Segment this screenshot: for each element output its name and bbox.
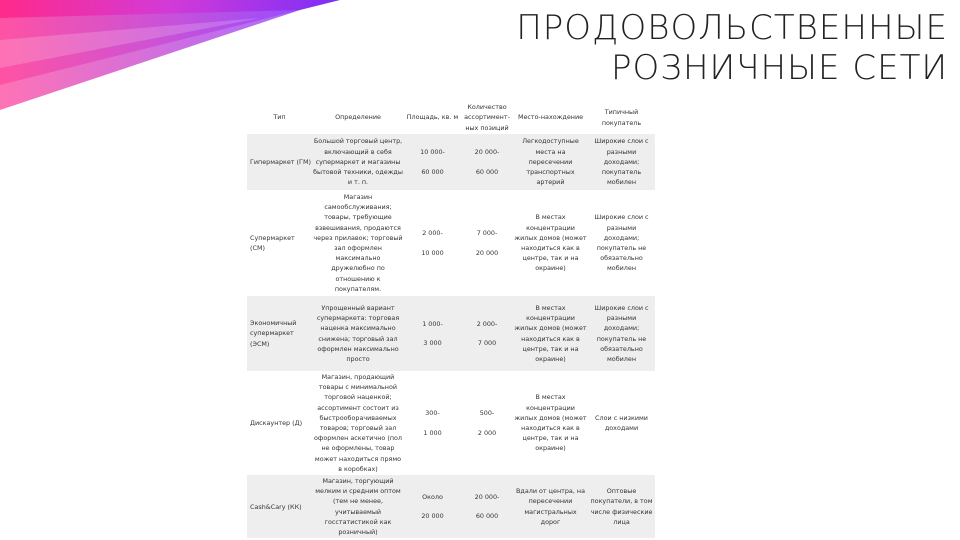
cell-type: Дискаунтер (Д) bbox=[250, 418, 303, 427]
cell-buyer: Широкие слои с разными доходами; покупатель не обязательно мобилен bbox=[594, 213, 649, 273]
cell-area bbox=[404, 296, 461, 371]
cell-definition: Магазин, торгующий мелким и средним оптом (тем не менее, учитываемый госстатистикой как розничный) bbox=[312, 475, 404, 538]
sku-max: 60 000 bbox=[475, 167, 499, 176]
cell-buyer: Оптовые покупатели, в том числе физические лица bbox=[588, 475, 655, 538]
table-header-row bbox=[247, 101, 655, 134]
cell-location: В местах концентрации жилых домов (может находиться как в центре, так и на окраине) bbox=[513, 296, 588, 371]
cell-sku bbox=[461, 371, 513, 475]
cell-type: Cash&Cary (КК) bbox=[247, 475, 312, 538]
area-min: 2 000- bbox=[422, 229, 443, 238]
cell-area bbox=[404, 371, 461, 475]
area-min: 1 000- bbox=[422, 319, 443, 328]
sku-min: 2 000- bbox=[476, 319, 498, 328]
sku-min: 500- bbox=[479, 409, 495, 418]
sku-max: 7 000 bbox=[477, 339, 497, 347]
cell-sku bbox=[461, 296, 513, 371]
slide-title bbox=[516, 8, 948, 88]
header-sku-count: Количество ассортимент-ных позиций bbox=[461, 101, 513, 134]
sku-max: 60 000 bbox=[475, 512, 499, 521]
sku-min: 7 000- bbox=[476, 229, 498, 238]
cell-type: Гипермаркет (ГМ) bbox=[247, 134, 312, 190]
table-row bbox=[247, 371, 655, 475]
table-row bbox=[247, 475, 655, 538]
cell-buyer: Широкие слои с разными доходами; покупатель не обязательно мобилен bbox=[588, 296, 655, 371]
cell-area bbox=[404, 475, 461, 538]
retail-chains-table bbox=[247, 101, 655, 538]
cell-sku bbox=[461, 134, 513, 190]
sku-min: 20 000- bbox=[474, 148, 500, 157]
area-min: Около bbox=[422, 492, 443, 501]
area-min: 10 000- bbox=[420, 148, 445, 157]
title-line-2: РОЗНИЧНЫЕ СЕТИ bbox=[611, 48, 948, 88]
cell-location: Вдали от центра, на пересечении магистральных дорог bbox=[513, 475, 588, 538]
cell-sku bbox=[461, 475, 513, 538]
area-max: 60 000 bbox=[421, 167, 444, 176]
header-buyer: Типичный покупатель bbox=[588, 101, 655, 134]
header-type: Тип bbox=[247, 101, 312, 134]
area-max: 20 000 bbox=[421, 512, 444, 521]
header-location: Место-нахождение bbox=[513, 101, 588, 134]
cell-location: Легкодоступные места на пересечении транспортных артерий bbox=[513, 134, 588, 190]
cell-definition: Магазин самообслуживания; товары, требующие взвешивания, продаются через прилавок; торговый зал оформлен максимально дружелюбно по отношению к покупателям. bbox=[313, 192, 403, 293]
cell-buyer: Широкие слои с разными доходами; покупатель мобилен bbox=[588, 134, 655, 190]
cell-definition: Большой торговый центр, включающий в себя супермаркет и магазины бытовой техники, одежды и т. п. bbox=[312, 134, 404, 190]
cell-definition: Магазин, продающий товары с минимальной торговой наценкой; ассортимент состоит из быстрооборачиваемых товаров; торговый зал оформлен аскетично (пол не оформлены, товар может находиться прямо в коробках) bbox=[313, 373, 403, 473]
header-definition: Определение bbox=[312, 101, 404, 134]
area-min: 300- bbox=[425, 409, 440, 418]
cell-type: Экономичный супермаркет (ЭСМ) bbox=[247, 296, 312, 371]
cell-sku bbox=[461, 190, 513, 296]
cell-area bbox=[404, 190, 461, 296]
cell-buyer: Слои с низкими доходами bbox=[595, 413, 648, 433]
area-max: 1 000 bbox=[423, 428, 442, 437]
table-row bbox=[247, 190, 655, 296]
cell-location: В местах концентрации жилых домов (может находиться как в центре, так и на окраине) bbox=[514, 393, 587, 453]
sku-max: 20 000 bbox=[475, 248, 499, 257]
table-row bbox=[247, 296, 655, 371]
cell-area bbox=[404, 134, 461, 190]
sku-min: 20 000- bbox=[474, 492, 500, 501]
area-max: 10 000 bbox=[421, 248, 444, 257]
header-area: Площадь, кв. м bbox=[404, 101, 461, 134]
sku-max: 2 000 bbox=[477, 428, 497, 437]
area-max: 3 000 bbox=[423, 339, 442, 347]
cell-type: Супермаркет (СМ) bbox=[250, 233, 295, 252]
title-line-1: ПРОДОВОЛЬСТВЕННЫЕ bbox=[516, 8, 948, 48]
cell-location: В местах концентрации жилых домов (может находиться как в центре, так и на окраине) bbox=[514, 213, 587, 273]
cell-definition: Упрощенный вариант супермаркета: торговая наценка максимально снижена; торговый зал оформлен максимально просто bbox=[312, 296, 404, 371]
table-row bbox=[247, 134, 655, 190]
